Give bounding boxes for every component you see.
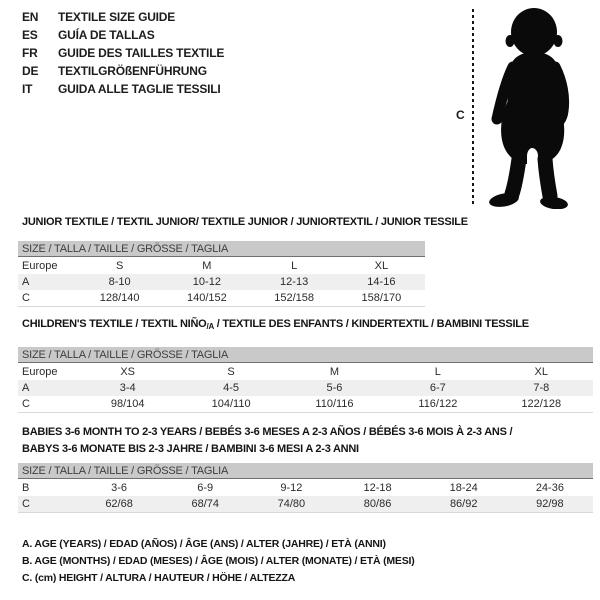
language-row	[22, 26, 224, 44]
table-row	[18, 364, 593, 380]
language-code: FR	[22, 46, 38, 60]
row-label: A	[18, 380, 76, 396]
size-cell: M	[202, 260, 212, 272]
children-size-header-bar: SIZE / TALLA / TAILLE / GRÖSSE / TAGLIA	[18, 347, 593, 363]
size-cell: XS	[120, 366, 136, 378]
babies-size-header-bar: SIZE / TALLA / TAILLE / GRÖSSE / TAGLIA	[18, 463, 593, 479]
height-dashed-line	[472, 9, 474, 207]
language-row	[22, 62, 224, 80]
size-cell: XL	[534, 366, 549, 378]
footnote-a: A. AGE (YEARS) / EDAD (AÑOS) / ÂGE (ANS) / ALTER (JAHRE) / ETÀ (ANNI)	[22, 538, 386, 550]
children-table-title	[22, 318, 529, 331]
size-cell: 6-9	[197, 482, 214, 494]
children-table	[18, 364, 593, 413]
size-cell: 110/116	[283, 396, 386, 413]
size-cell: 152/158	[251, 290, 338, 307]
size-cell: 5-6	[283, 380, 386, 396]
language-row	[22, 80, 224, 98]
babies-table-title-line1: BABIES 3-6 MONTH TO 2-3 YEARS / BEBÉS 3-6 MESES A 2-3 AÑOS / BÉBÉS 3-6 MOIS À 2-3 ANS /	[22, 426, 513, 438]
size-cell: 86/92	[421, 496, 507, 513]
language-title: TEXTILGRÖßENFÜHRUNG	[58, 64, 207, 78]
size-cell: 6-7	[386, 380, 489, 396]
size-cell: 4-5	[179, 380, 282, 396]
size-cell: 128/140	[76, 290, 163, 307]
size-cell: 3-4	[76, 380, 179, 396]
size-cell: 158/170	[338, 290, 425, 307]
language-title: GUIDA ALLE TAGLIE TESSILI	[58, 82, 221, 96]
size-cell: 140/152	[163, 290, 250, 307]
language-block	[22, 8, 224, 98]
language-title: GUÍA DE TALLAS	[58, 28, 155, 42]
row-label: A	[18, 274, 76, 290]
footnote-c: C. (cm) HEIGHT / ALTURA / HAUTEUR / HÖHE / ALTEZZA	[22, 572, 296, 584]
children-title-text: CHILDREN'S TEXTILE / TEXTIL NIÑO	[22, 318, 207, 330]
babies-table-title-line2: BABYS 3-6 MONATE BIS 2-3 JAHRE / BAMBINI 3-6 MESI A 2-3 ANNI	[22, 443, 359, 455]
size-cell: 122/128	[490, 396, 593, 413]
row-label: Europe	[22, 260, 58, 272]
size-cell: 98/104	[76, 396, 179, 413]
junior-table-title: JUNIOR TEXTILE / TEXTIL JUNIOR/ TEXTILE JUNIOR / JUNIORTEXTIL / JUNIOR TESSILE	[22, 216, 468, 228]
table-row	[18, 396, 593, 413]
size-cell: 3-6	[111, 482, 128, 494]
size-cell: XL	[374, 260, 389, 272]
size-cell: 74/80	[248, 496, 334, 513]
toddler-silhouette-icon	[484, 7, 584, 209]
table-row	[18, 496, 593, 513]
footnote-b: B. AGE (MONTHS) / EDAD (MESES) / ÂGE (MOIS) / ALTER (MONATE) / ETÀ (MESI)	[22, 555, 415, 567]
size-cell: 8-10	[76, 274, 163, 290]
size-cell: S	[227, 366, 235, 378]
table-row	[18, 274, 425, 290]
size-cell: M	[329, 366, 340, 378]
children-title-subscript: /A	[206, 322, 214, 331]
junior-table	[18, 258, 425, 307]
size-cell: 104/110	[179, 396, 282, 413]
footnotes-block	[22, 536, 415, 587]
language-code: IT	[22, 82, 33, 96]
language-title: TEXTILE SIZE GUIDE	[58, 10, 176, 24]
row-label: B	[22, 482, 30, 494]
size-cell: L	[434, 366, 441, 378]
size-cell: 10-12	[163, 274, 250, 290]
size-cell: 18-24	[449, 482, 478, 494]
row-label: C	[18, 496, 76, 513]
babies-table	[18, 480, 593, 513]
row-label: Europe	[22, 366, 58, 378]
language-row	[22, 44, 224, 62]
size-cell: 80/86	[334, 496, 420, 513]
size-cell: 24-36	[535, 482, 564, 494]
size-cell: 7-8	[490, 380, 593, 396]
language-code: EN	[22, 10, 39, 24]
junior-size-header-bar: SIZE / TALLA / TAILLE / GRÖSSE / TAGLIA	[18, 241, 425, 257]
table-row	[18, 380, 593, 396]
children-title-text: / TEXTILE DES ENFANTS / KINDERTEXTIL / BAMBINI TESSILE	[213, 318, 529, 330]
size-cell: 92/98	[507, 496, 593, 513]
size-cell: 14-16	[338, 274, 425, 290]
row-label: C	[18, 396, 76, 413]
size-cell: S	[115, 260, 124, 272]
size-cell: 12-18	[363, 482, 392, 494]
table-row	[18, 258, 425, 274]
language-code: DE	[22, 64, 39, 78]
size-cell: 62/68	[76, 496, 162, 513]
height-measure-label: C	[456, 108, 465, 122]
size-cell: 116/122	[386, 396, 489, 413]
language-row	[22, 8, 224, 26]
size-cell: 68/74	[162, 496, 248, 513]
table-row	[18, 290, 425, 307]
table-row	[18, 480, 593, 496]
row-label: C	[18, 290, 76, 307]
size-cell: 9-12	[280, 482, 303, 494]
size-cell: 12-13	[251, 274, 338, 290]
language-title: GUIDE DES TAILLES TEXTILE	[58, 46, 225, 60]
language-code: ES	[22, 28, 38, 42]
size-cell: L	[291, 260, 298, 272]
